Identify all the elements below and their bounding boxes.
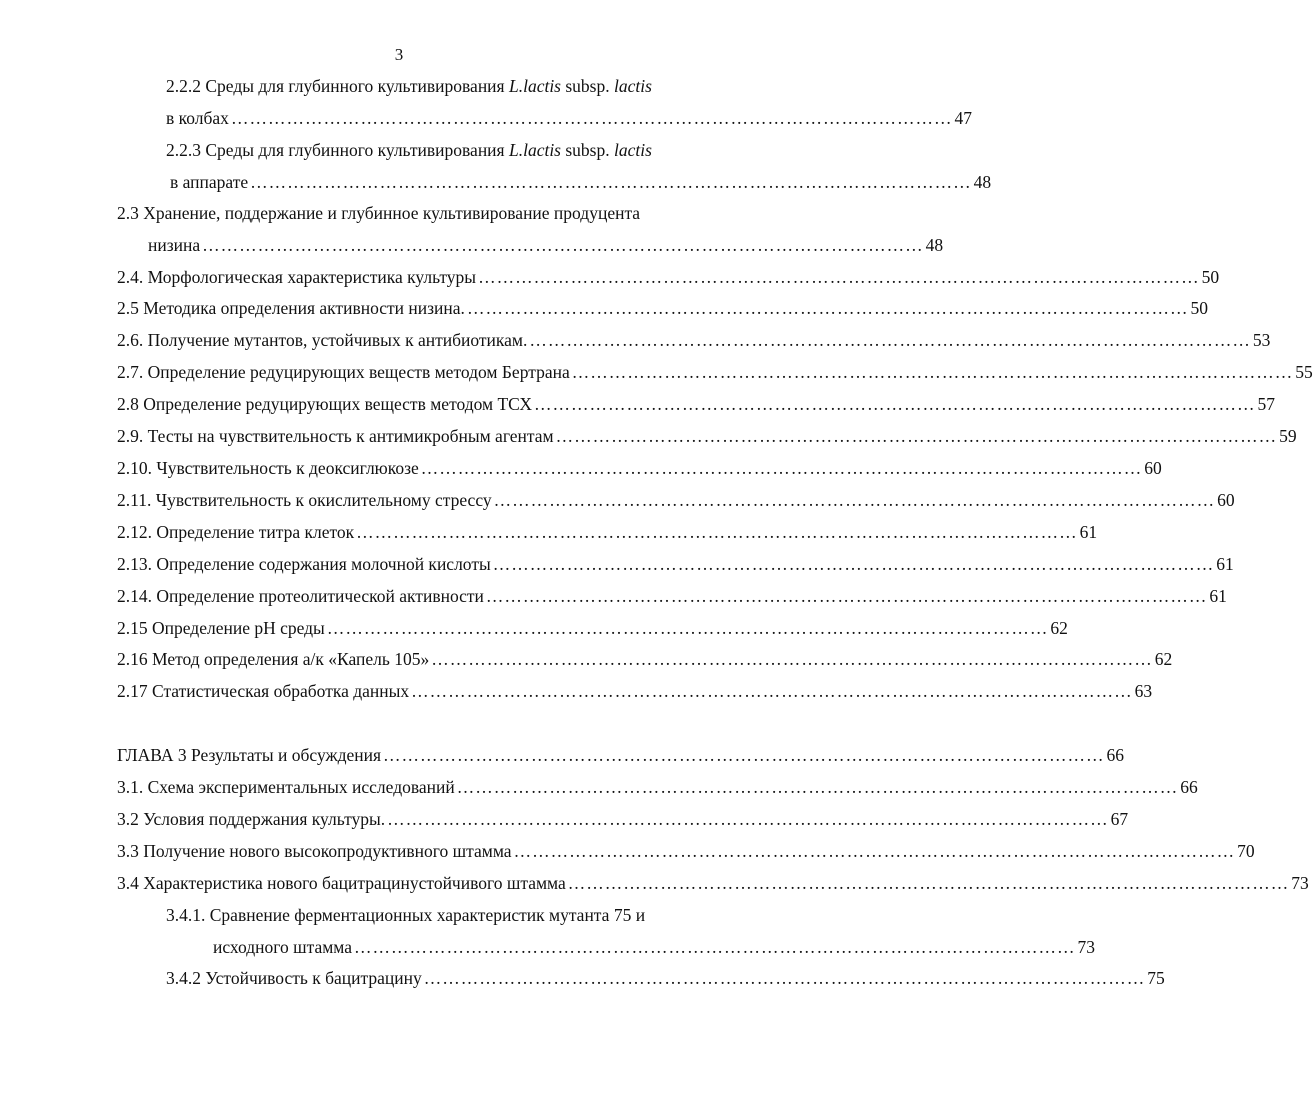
dot-leader: ………………………………………………………………………………………………………	[431, 649, 1153, 669]
toc-entry-title: 3.4 Характеристика нового бацитрацинустойчивого штамма	[117, 873, 566, 893]
dot-leader: ………………………………………………………………………………………………………	[478, 267, 1200, 287]
toc-entry-page: 55	[1295, 362, 1313, 382]
toc-entry-3-4-1	[213, 935, 1096, 959]
toc-entry-title: ГЛАВА 3 Результаты и обсуждения	[117, 745, 382, 765]
dot-leader: ………………………………………………………………………………………………………	[493, 490, 1216, 510]
dot-leader: ………………………………………………………………………………………………………	[387, 809, 1109, 829]
toc-entry-page: 53	[1252, 330, 1271, 350]
toc-entry-2-16	[117, 647, 1173, 671]
toc-entry-3-4-2	[166, 966, 1165, 990]
toc-entry-2-2-2-title: 2.2.2 Среды для глубинного культивирования L.lactis subsp. lactis	[166, 76, 652, 96]
toc-entry-title: 2.17 Статистическая обработка данных	[117, 681, 410, 701]
dot-leader: ………………………………………………………………………………………………………	[230, 108, 953, 128]
dot-leader: ………………………………………………………………………………………………………	[555, 426, 1278, 446]
dot-leader: ………………………………………………………………………………………………………	[250, 172, 972, 192]
toc-entry-3-4-1-title: 3.4.1. Сравнение ферментационных характеристик мутанта 75 и	[166, 905, 646, 925]
toc-entry-3-3	[117, 839, 1255, 863]
dot-leader: ………………………………………………………………………………………………………	[420, 458, 1143, 478]
toc-entry-title: 2.16 Метод определения а/к «Капель 105»	[117, 649, 430, 669]
toc-entry-2-13	[117, 552, 1234, 576]
toc-entry-page: 75	[1147, 968, 1165, 988]
toc-entry-2-12	[117, 520, 1098, 544]
dot-leader: ………………………………………………………………………………………………………	[356, 522, 1078, 542]
toc-entry-title: 2.7. Определение редуцирующих веществ методом Бертрана	[117, 362, 570, 382]
toc-entry-2-3	[148, 233, 944, 257]
toc-entry-title: 3.1. Схема экспериментальных исследований	[117, 777, 455, 797]
toc-entry-page: 61	[1209, 586, 1227, 606]
toc-entry-2-4	[117, 265, 1220, 289]
toc-entry-2-8	[117, 392, 1276, 416]
toc-entry-2-17	[117, 679, 1153, 703]
toc-entry-page: 62	[1154, 649, 1173, 669]
toc-entry-page: 66	[1180, 777, 1198, 797]
toc-entry-title: 2.12. Определение титра клеток	[117, 522, 355, 542]
toc-entry-title: 2.13. Определение содержания молочной кислоты	[117, 554, 491, 574]
toc-entry-page: 47	[954, 108, 972, 128]
toc-entry-page: 73	[1077, 937, 1096, 957]
toc-entry-title: 2.5 Методика определения активности низина.	[117, 298, 465, 318]
toc-entry-title: в аппарате	[170, 172, 249, 192]
toc-entry-page: 66	[1106, 745, 1125, 765]
toc-entry-2-9	[117, 424, 1297, 448]
toc-entry-title: 2.11. Чувствительность к окислительному стрессу	[117, 490, 492, 510]
toc-entry-page: 48	[925, 235, 944, 255]
toc-entry-2-10	[117, 456, 1162, 480]
toc-entry-2-5	[117, 296, 1208, 320]
toc-entry-3-1	[117, 775, 1198, 799]
toc-entry-page: 70	[1237, 841, 1255, 861]
toc-entry-title: 2.10. Чувствительность к деоксиглюкозе	[117, 458, 419, 478]
toc-entry-2-11	[117, 488, 1235, 512]
toc-entry-2-3-title: 2.3 Хранение, поддержание и глубинное культивирование продуцента	[117, 203, 641, 223]
page-number: 3	[394, 45, 404, 64]
toc-entry-title: 3.2 Условия поддержания культуры.	[117, 809, 386, 829]
dot-leader: ………………………………………………………………………………………………………	[513, 841, 1236, 861]
toc-entry-title: 2.4. Морфологическая характеристика культуры	[117, 267, 477, 287]
toc-entry-title: низина	[148, 235, 201, 255]
dot-leader: ………………………………………………………………………………………………………	[411, 681, 1133, 701]
toc-entry-2-14	[117, 584, 1227, 608]
toc-entry-page: 61	[1216, 554, 1234, 574]
toc-entry-page: 50	[1201, 267, 1220, 287]
dot-leader: ………………………………………………………………………………………………………	[354, 937, 1076, 957]
toc-entry-page: 60	[1144, 458, 1162, 478]
toc-entry-page: 48	[973, 172, 992, 192]
dot-leader: ………………………………………………………………………………………………………	[571, 362, 1294, 382]
toc-entry-page: 60	[1217, 490, 1235, 510]
toc-entry-3-4	[117, 871, 1309, 895]
dot-leader: ………………………………………………………………………………………………………	[326, 618, 1049, 638]
toc-entry-2-6	[117, 328, 1271, 352]
toc-entry-page: 63	[1134, 681, 1153, 701]
toc-entry-page: 73	[1291, 873, 1309, 893]
dot-leader: ………………………………………………………………………………………………………	[567, 873, 1290, 893]
dot-leader: ………………………………………………………………………………………………………	[383, 745, 1105, 765]
dot-leader: ………………………………………………………………………………………………………	[485, 586, 1208, 606]
toc-entry-2-15	[117, 616, 1068, 640]
dot-leader: ………………………………………………………………………………………………………	[466, 298, 1189, 318]
toc-entry-title: 2.14. Определение протеолитической активности	[117, 586, 484, 606]
toc-entry-title: 2.6. Получение мутантов, устойчивых к антибиотикам.	[117, 330, 528, 350]
toc-entry-title: исходного штамма	[213, 937, 353, 957]
toc-entry-page: 62	[1050, 618, 1068, 638]
dot-leader: ………………………………………………………………………………………………………	[423, 968, 1146, 988]
toc-entry-2-2-3	[170, 170, 992, 194]
toc-entry-page: 61	[1079, 522, 1098, 542]
toc-entry-title: в колбах	[166, 108, 229, 128]
toc-entry-2-7	[117, 360, 1313, 384]
toc-entry-page: 57	[1257, 394, 1276, 414]
toc-entry-title: 2.8 Определение редуцирующих веществ методом ТСХ	[117, 394, 533, 414]
toc-entry-2-2-3-title: 2.2.3 Среды для глубинного культивирования L.lactis subsp. lactis	[166, 140, 652, 160]
toc-entry-title: 3.4.2 Устойчивость к бацитрацину	[166, 968, 422, 988]
toc-entry-title: 2.9. Тесты на чувствительность к антимикробным агентам	[117, 426, 554, 446]
dot-leader: ………………………………………………………………………………………………………	[492, 554, 1215, 574]
toc-entry-2-2-2	[166, 106, 972, 130]
toc-entry-page: 67	[1110, 809, 1129, 829]
dot-leader: ………………………………………………………………………………………………………	[456, 777, 1179, 797]
dot-leader: ………………………………………………………………………………………………………	[529, 330, 1251, 350]
toc-entry-title: 2.15 Определение рН среды	[117, 618, 325, 638]
toc-entry-3-2	[117, 807, 1129, 831]
toc-entry-page: 50	[1190, 298, 1208, 318]
dot-leader: ………………………………………………………………………………………………………	[202, 235, 924, 255]
toc-entry-title: 3.3 Получение нового высокопродуктивного штамма	[117, 841, 512, 861]
dot-leader: ………………………………………………………………………………………………………	[534, 394, 1256, 414]
toc-entry-chapter-3	[117, 743, 1125, 767]
toc-entry-page: 59	[1279, 426, 1297, 446]
